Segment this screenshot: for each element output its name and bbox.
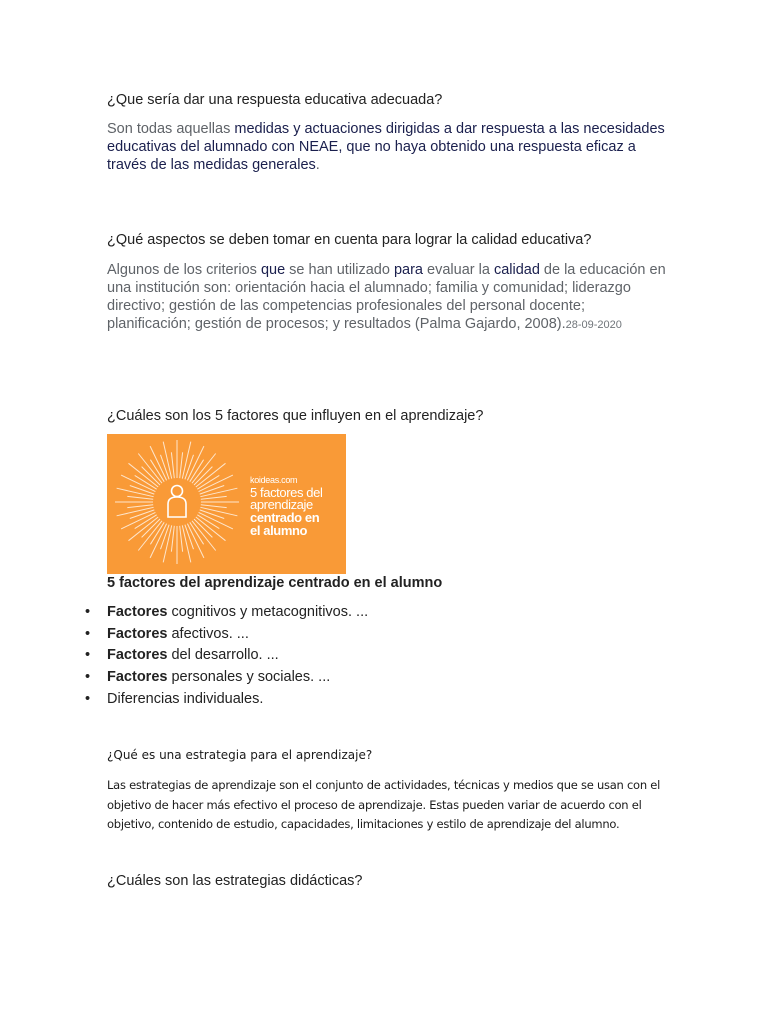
sun-ray [129,517,159,541]
list-item-text: cognitivos y metacognitivos. ... [167,604,369,620]
answer-text: . [315,157,320,173]
answer-date: 28-09-2020 [565,319,622,331]
banner-line-bold: centrado en [250,510,320,525]
answer-highlight: que [260,262,286,278]
factores-banner-image [107,434,346,574]
sun-ray [180,452,183,478]
sun-ray [127,505,153,508]
answer-text: se han utilizado [285,262,394,278]
sun-ray [182,525,191,562]
banner-line: aprendizaje [250,497,313,512]
factores-list [107,602,368,711]
banner-brand: koideas.com [250,475,298,485]
sun-ray [182,442,191,479]
banner-line-bold: el alumno [250,523,308,538]
question-estrategias-didacticas: ¿Cuáles son las estrategias didácticas? [107,873,363,889]
answer-calidad-educativa [107,261,667,334]
sun-ray [201,505,227,508]
question-respuesta-educativa: ¿Que sería dar una respuesta educativa adecuada? [107,92,443,108]
list-item-bold: Factores [107,647,168,664]
sun-ray [129,463,159,487]
list-item [107,602,368,624]
list-item [107,624,368,646]
answer-text: de la educación en una institución son: orientación hacia el alumnado; familia y comunidad; liderazgo directivo; gestión de las competencias profesionales del personal docente; planificación; gestión de procesos; y resultados (Palma Gajardo, 2008). [107,262,666,332]
question-factores-aprendizaje: ¿Cuáles son los 5 factores que influyen en el aprendizaje? [107,408,484,424]
sun-ray [163,525,172,562]
sun-ray [127,496,153,499]
answer-text: Son todas aquellas [107,121,235,137]
sun-ray [138,454,162,484]
list-item-bold: Factores [107,604,168,620]
answer-text: Algunos de los criterios [107,262,261,278]
sun-ray [117,488,154,497]
list-item-text: afectivos. ... [167,625,249,642]
answer-highlight: para [393,262,423,278]
sun-ray [163,442,172,479]
sun-ray [192,521,216,551]
factores-heading: 5 factores del aprendizaje centrado en el alumno [107,575,443,591]
sun-ray [117,507,154,516]
sun-ray [171,526,174,552]
person-icon [168,497,186,517]
list-item [107,667,368,689]
question-calidad-educativa: ¿Qué aspectos se deben tomar en cuenta para lograr la calidad educativa? [107,232,592,248]
answer-respuesta-educativa [107,120,667,174]
head-icon [172,486,183,497]
sun-ray [200,488,237,497]
sun-ray [171,452,174,478]
list-item-text: personales y sociales. ... [167,669,331,686]
list-item-bold: Factores [107,669,168,686]
list-item-text: Diferencias individuales. [107,690,264,707]
sun-ray [196,463,226,487]
sun-ray [196,517,226,541]
answer-highlight: medidas y actuaciones dirigidas a dar respuesta a las necesidades educativas del alumnado con NEAE, que no haya obtenido una respuesta eficaz a través de las medidas generales [107,121,665,173]
list-item-text: del desarrollo. ... [167,647,279,664]
sun-ray [192,454,216,484]
list-item [107,645,368,667]
answer-estrategia-aprendizaje: Las estrategias de aprendizaje son el conjunto de actividades, técnicas y medios que se usan con el objetivo de hacer más efectivo el proceso de aprendizaje. Estas pueden variar de acuerdo con el objetivo, contenido de estudio, capacidades, limitaciones y estilo de aprendizaje del alumno. [107,778,661,832]
sun-ray [138,521,162,551]
question-estrategia-aprendizaje: ¿Qué es una estrategia para el aprendizaje? [107,748,373,762]
sun-ray [180,526,183,552]
answer-highlight: calidad [493,262,540,278]
sun-ray [200,507,237,516]
banner-line: 5 factores del [250,485,323,500]
list-item [107,689,368,711]
answer-text: evaluar la [423,262,494,278]
list-item-bold: Factores [107,625,168,642]
sun-ray [201,496,227,499]
